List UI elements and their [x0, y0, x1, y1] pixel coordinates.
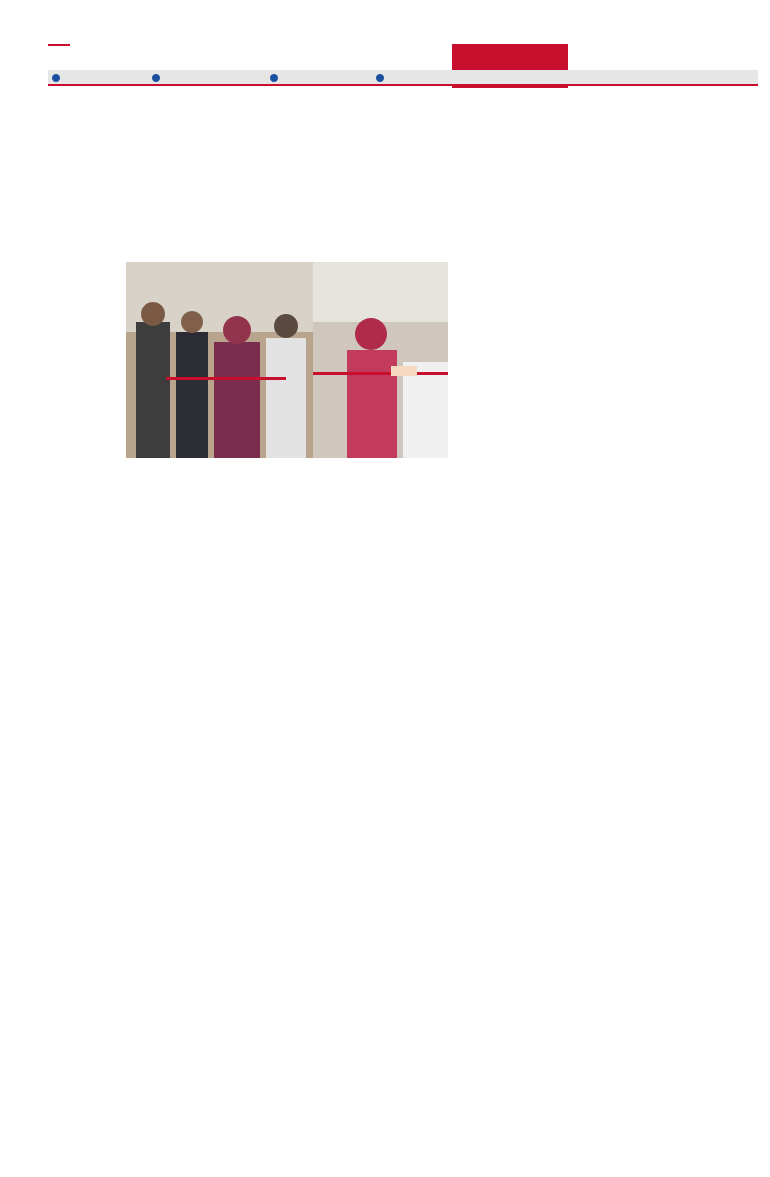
lead-deck: [48, 230, 488, 254]
epaper-link[interactable]: [152, 74, 163, 82]
lead-photo: [126, 262, 313, 458]
ribbon-photo: [313, 262, 448, 458]
facebook-link[interactable]: [270, 74, 281, 82]
page-number-tag: [48, 44, 70, 68]
dateline: [582, 76, 758, 86]
link-icon: [152, 74, 160, 82]
website-link[interactable]: [52, 74, 63, 82]
twitter-link[interactable]: [376, 74, 387, 82]
globe-icon: [52, 74, 60, 82]
facebook-icon: [270, 74, 278, 82]
lead-headline: [48, 108, 488, 228]
page-label: [48, 44, 70, 46]
twitter-icon: [376, 74, 384, 82]
